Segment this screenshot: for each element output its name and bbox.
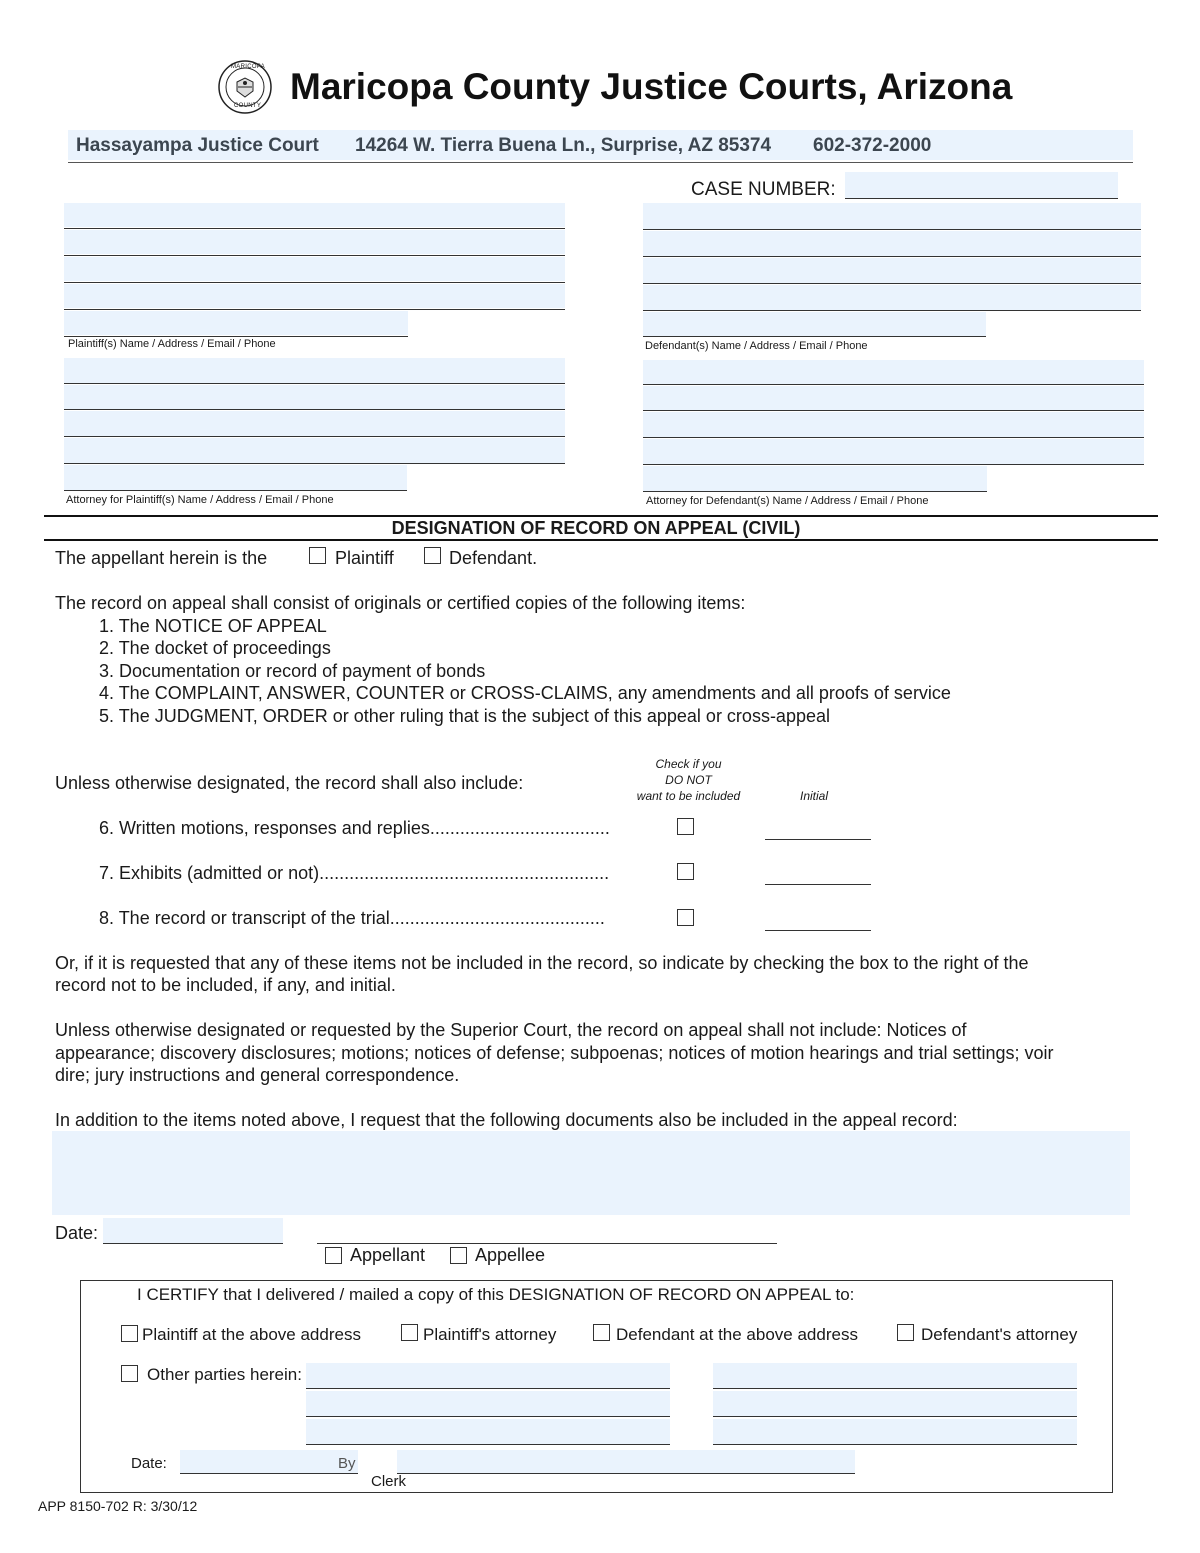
optional-item: 8. The record or transcript of the trial........................................... bbox=[99, 908, 605, 928]
exclude-motions-checkbox[interactable] bbox=[677, 818, 694, 835]
initial-header: Initial bbox=[800, 789, 829, 803]
appellant-plaintiff-checkbox[interactable] bbox=[309, 547, 326, 564]
certify-other-parties-checkbox[interactable] bbox=[121, 1365, 138, 1382]
exclude-exhibits-checkbox[interactable] bbox=[677, 863, 694, 880]
certify-defendant-checkbox[interactable] bbox=[593, 1324, 610, 1341]
additional-documents-field[interactable] bbox=[52, 1131, 1130, 1215]
initial-exhibits-field[interactable] bbox=[765, 884, 871, 885]
appellee-label: Appellee bbox=[475, 1245, 546, 1265]
check-header-line: DO NOT bbox=[665, 773, 712, 787]
certify-defendant-attorney-checkbox[interactable] bbox=[897, 1324, 914, 1341]
appellant-defendant-label: Defendant. bbox=[449, 548, 538, 568]
clerk-signature-field[interactable] bbox=[397, 1450, 855, 1473]
defendant-caption: Defendant(s) Name / Address / Email / Phone bbox=[645, 340, 868, 352]
additional-paragraph: In addition to the items noted above, I request that the following documents also be included in the appeal record: bbox=[55, 1110, 958, 1130]
not-include-paragraph-line: dire; jury instructions and general correspondence. bbox=[55, 1065, 460, 1085]
check-header-line: want to be included bbox=[636, 789, 741, 803]
seal-text-top: MARICOPA bbox=[231, 64, 265, 70]
record-item: 4. The COMPLAINT, ANSWER, COUNTER or CROSS-CLAIMS, any amendments and all proofs of service bbox=[99, 683, 951, 703]
date-label: Date: bbox=[55, 1223, 99, 1243]
record-item: 5. The JUDGMENT, ORDER or other ruling that is the subject of this appeal or cross-appeal bbox=[99, 706, 830, 726]
appellant-checkbox[interactable] bbox=[325, 1247, 342, 1264]
exclude-paragraph-line: record not to be included, if any, and initial. bbox=[55, 975, 396, 995]
plaintiff-attorney-caption: Attorney for Plaintiff(s) Name / Address / Email / Phone bbox=[66, 494, 334, 506]
seal-text-bottom: COUNTY bbox=[234, 103, 262, 109]
defendant-attorney-caption: Attorney for Defendant(s) Name / Address / Email / Phone bbox=[646, 495, 929, 507]
certify-plaintiff-attorney-checkbox[interactable] bbox=[401, 1324, 418, 1341]
plaintiff-caption: Plaintiff(s) Name / Address / Email / Phone bbox=[68, 338, 276, 350]
certify-date-label: Date: bbox=[131, 1455, 167, 1472]
form-number: APP 8150-702 R: 3/30/12 bbox=[38, 1498, 198, 1514]
appellee-checkbox[interactable] bbox=[450, 1247, 467, 1264]
court-address: 14264 W. Tierra Buena Ln., Surprise, AZ 85374 bbox=[355, 135, 772, 156]
appellant-defendant-checkbox[interactable] bbox=[424, 547, 441, 564]
county-seal bbox=[218, 60, 272, 114]
case-number-field[interactable] bbox=[845, 172, 1118, 198]
form-title: DESIGNATION OF RECORD ON APPEAL (CIVIL) bbox=[391, 518, 801, 538]
appellant-intro: The appellant herein is the bbox=[55, 548, 268, 568]
certify-option-label: Defendant at the above address bbox=[616, 1325, 858, 1344]
optional-item: 7. Exhibits (admitted or not).......................................................... bbox=[99, 863, 610, 883]
certify-date-field[interactable] bbox=[180, 1450, 358, 1473]
court-phone: 602-372-2000 bbox=[813, 135, 932, 156]
clerk-label: Clerk bbox=[371, 1473, 407, 1490]
optional-item: 6. Written motions, responses and replies.................................... bbox=[99, 818, 610, 838]
check-header-line: Check if you bbox=[655, 757, 722, 771]
appellant-plaintiff-label: Plaintiff bbox=[335, 548, 394, 568]
exclude-paragraph-line: Or, if it is requested that any of these items not be included in the record, so indicate by checking the box to the right of the bbox=[55, 953, 1029, 973]
optional-intro: Unless otherwise designated, the record shall also include: bbox=[55, 773, 524, 793]
certify-option-label: Defendant's attorney bbox=[921, 1325, 1078, 1344]
certify-text: I CERTIFY that I delivered / mailed a copy of this DESIGNATION OF RECORD ON APPEAL to: bbox=[137, 1285, 855, 1304]
initial-transcript-field[interactable] bbox=[765, 930, 871, 931]
exclude-transcript-checkbox[interactable] bbox=[677, 909, 694, 926]
initial-motions-field[interactable] bbox=[765, 839, 871, 840]
record-item: 1. The NOTICE OF APPEAL bbox=[99, 616, 327, 636]
date-field[interactable] bbox=[103, 1218, 283, 1243]
certify-option-label: Plaintiff at the above address bbox=[142, 1325, 361, 1344]
certify-plaintiff-checkbox[interactable] bbox=[121, 1325, 138, 1342]
signature-line[interactable] bbox=[317, 1243, 777, 1244]
record-item: 3. Documentation or record of payment of bonds bbox=[99, 661, 486, 681]
appellant-label: Appellant bbox=[350, 1245, 426, 1265]
certify-option-label: Plaintiff's attorney bbox=[423, 1325, 557, 1344]
not-include-paragraph-line: appearance; discovery disclosures; motions; notices of defense; subpoenas; notices of motion hearings and trial settings; voir bbox=[55, 1043, 1054, 1063]
record-intro: The record on appeal shall consist of originals or certified copies of the following items: bbox=[55, 593, 746, 613]
not-include-paragraph-line: Unless otherwise designated or requested by the Superior Court, the record on appeal shall not include: Notices of bbox=[55, 1020, 967, 1040]
case-number-label: CASE NUMBER: bbox=[691, 179, 836, 200]
by-label: By bbox=[338, 1455, 356, 1472]
record-item: 2. The docket of proceedings bbox=[99, 638, 331, 658]
court-name: Hassayampa Justice Court bbox=[76, 135, 319, 156]
other-parties-label: Other parties herein: bbox=[147, 1365, 302, 1384]
page-title: Maricopa County Justice Courts, Arizona bbox=[290, 66, 1013, 107]
